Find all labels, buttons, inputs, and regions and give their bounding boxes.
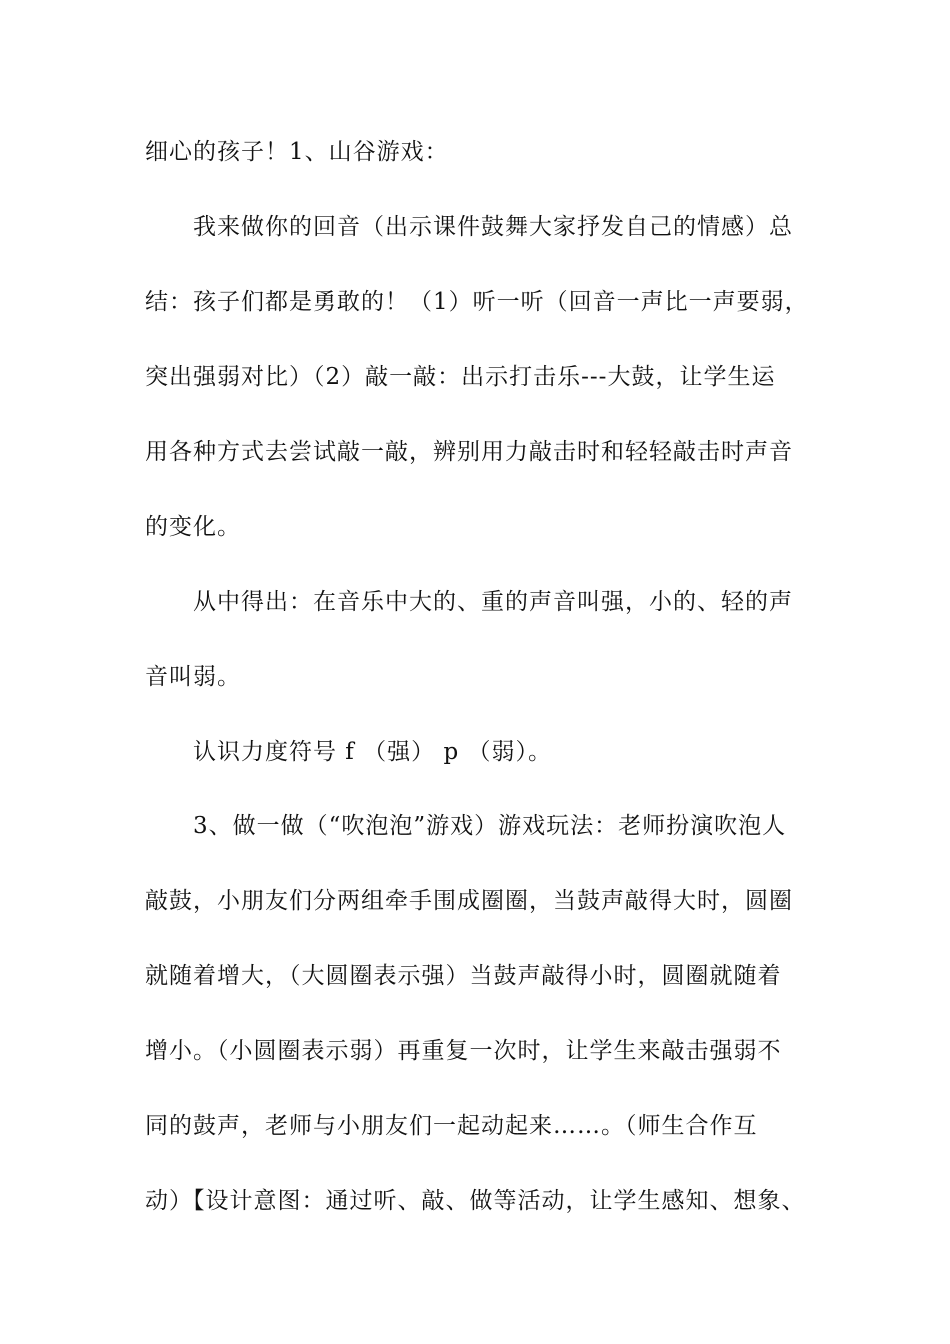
text-line-11: 敲鼓，小朋友们分两组牵手围成圈圈，当鼓声敲得大时，圆圈 bbox=[145, 888, 793, 914]
text-line-2: 我来做你的回音（出示课件鼓舞大家抒发自己的情感）总 bbox=[193, 214, 793, 240]
text-line-5: 用各种方式去尝试敲一敲，辨别用力敲击时和轻轻敲击时声音 bbox=[145, 439, 793, 465]
text-line-6: 的变化。 bbox=[145, 514, 241, 540]
text-line-8: 音叫弱。 bbox=[145, 664, 241, 690]
text-line-13: 增小。（小圆圈表示弱）再重复一次时，让学生来敲击强弱不 bbox=[145, 1038, 782, 1064]
text-line-1: 细心的孩子！1、山谷游戏： bbox=[145, 139, 449, 165]
text-line-4: 突出强弱对比）（2）敲一敲：出示打击乐---大鼓，让学生运 bbox=[145, 364, 776, 390]
text-line-3: 结：孩子们都是勇敢的！（1）听一听（回音一声比一声要弱， bbox=[145, 289, 809, 315]
text-line-14: 同的鼓声，老师与小朋友们一起动起来……。（师生合作互 bbox=[145, 1113, 758, 1139]
text-line-9: 认识力度符号 f （强） p （弱）。 bbox=[193, 739, 552, 765]
text-line-12: 就随着增大，（大圆圈表示强）当鼓声敲得小时，圆圈就随着 bbox=[145, 963, 782, 989]
text-line-7: 从中得出：在音乐中大的、重的声音叫强，小的、轻的声 bbox=[193, 589, 793, 615]
text-line-15: 动）【设计意图：通过听、敲、做等活动，让学生感知、想象、 bbox=[145, 1188, 806, 1214]
text-line-10: 3、做一做（“吹泡泡”游戏）游戏玩法：老师扮演吹泡人 bbox=[193, 813, 787, 839]
